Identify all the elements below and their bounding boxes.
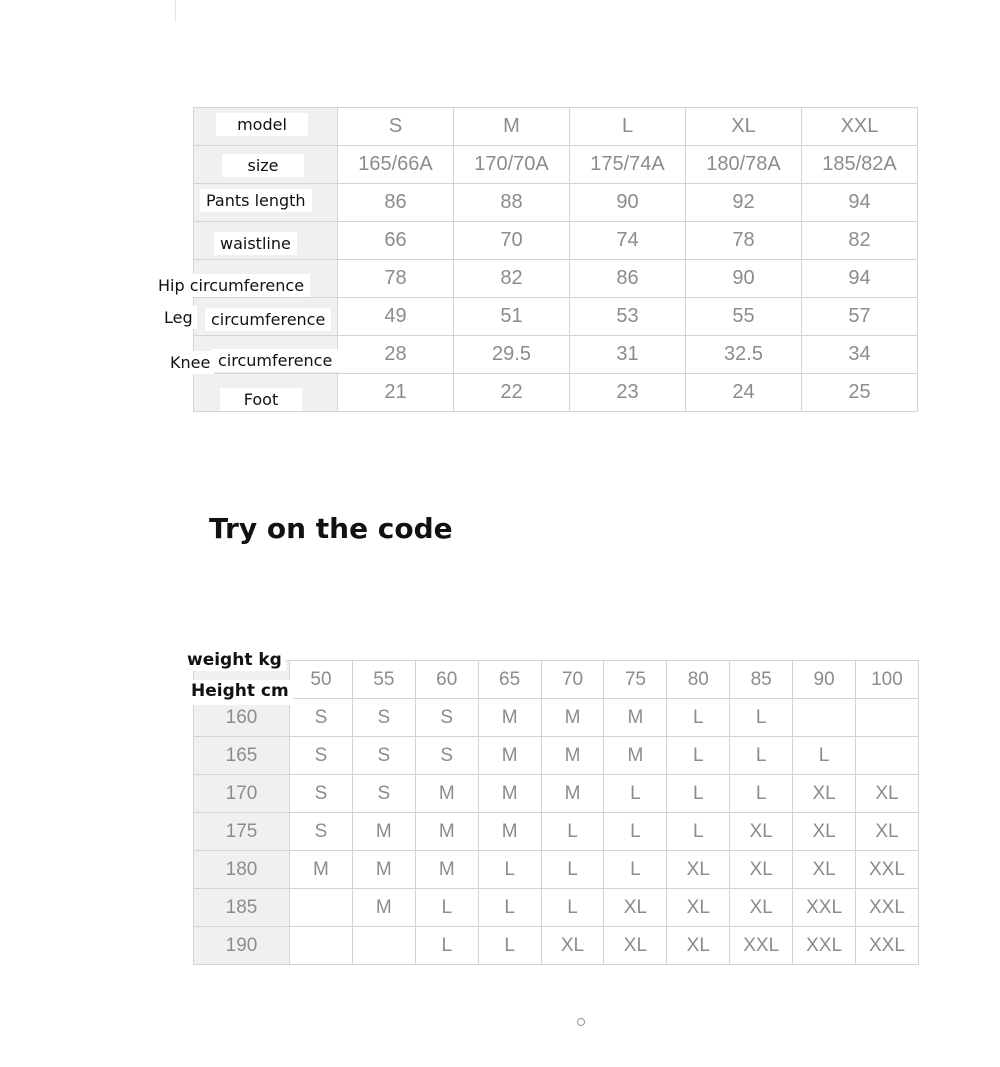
table-cell: XL bbox=[541, 927, 604, 965]
table-row bbox=[194, 222, 918, 260]
table-cell: S bbox=[290, 775, 353, 813]
table-cell: XL bbox=[604, 889, 667, 927]
table-cell: 90 bbox=[570, 184, 686, 222]
weight-header: 90 bbox=[793, 661, 856, 699]
table-cell: L bbox=[730, 775, 793, 813]
table-cell: S bbox=[352, 699, 415, 737]
table-cell: 92 bbox=[686, 184, 802, 222]
height-cell: 190 bbox=[194, 927, 290, 965]
table-row bbox=[194, 374, 918, 412]
table-cell: M bbox=[415, 813, 478, 851]
height-cell: 170 bbox=[194, 775, 290, 813]
table-cell: XL bbox=[856, 813, 919, 851]
row-label-hip-circumference: Hip circumference bbox=[152, 274, 310, 297]
table-cell: M bbox=[604, 699, 667, 737]
table-cell: 55 bbox=[686, 298, 802, 336]
table-cell: XL bbox=[730, 889, 793, 927]
table-cell: L bbox=[667, 813, 730, 851]
table-cell: 94 bbox=[802, 260, 918, 298]
section-heading: Try on the code bbox=[209, 512, 453, 545]
height-cell: 160 bbox=[194, 699, 290, 737]
table-cell: 86 bbox=[570, 260, 686, 298]
table-cell: 88 bbox=[454, 184, 570, 222]
table-cell: M bbox=[454, 108, 570, 146]
table-cell: M bbox=[478, 813, 541, 851]
weight-header: 60 bbox=[415, 661, 478, 699]
table-cell: XL bbox=[730, 813, 793, 851]
table-cell: 49 bbox=[338, 298, 454, 336]
table-cell: S bbox=[352, 775, 415, 813]
row-label-leg-circumference: circumference bbox=[205, 308, 331, 331]
weight-header: 70 bbox=[541, 661, 604, 699]
table-cell: L bbox=[604, 813, 667, 851]
table-cell: XXL bbox=[793, 889, 856, 927]
table-cell: 24 bbox=[686, 374, 802, 412]
table-cell: M bbox=[352, 813, 415, 851]
table-cell: 29.5 bbox=[454, 336, 570, 374]
table-cell: L bbox=[570, 108, 686, 146]
table-cell: M bbox=[478, 737, 541, 775]
weight-header: 55 bbox=[352, 661, 415, 699]
table-cell: 82 bbox=[802, 222, 918, 260]
row-label-waistline: waistline bbox=[214, 232, 297, 255]
table-cell: 31 bbox=[570, 336, 686, 374]
table-row bbox=[194, 737, 919, 775]
table-cell: XL bbox=[730, 851, 793, 889]
weight-axis-label: weight kg bbox=[183, 649, 286, 671]
table-cell: M bbox=[478, 699, 541, 737]
table-cell: XL bbox=[686, 108, 802, 146]
table-cell bbox=[290, 889, 353, 927]
height-cell: 180 bbox=[194, 851, 290, 889]
table-cell: M bbox=[478, 775, 541, 813]
table-cell: 25 bbox=[802, 374, 918, 412]
table-cell: L bbox=[478, 889, 541, 927]
table-cell: L bbox=[667, 737, 730, 775]
table-header-row bbox=[194, 661, 919, 699]
table-cell: L bbox=[541, 813, 604, 851]
table-row bbox=[194, 889, 919, 927]
table-cell: L bbox=[667, 699, 730, 737]
row-label-leg: Leg bbox=[160, 306, 197, 329]
table-cell: S bbox=[290, 699, 353, 737]
table-cell: 57 bbox=[802, 298, 918, 336]
table-cell: 34 bbox=[802, 336, 918, 374]
row-label-knee-circumference: circumference bbox=[212, 349, 338, 372]
table-cell: M bbox=[290, 851, 353, 889]
table-cell: 53 bbox=[570, 298, 686, 336]
table-cell: L bbox=[415, 927, 478, 965]
table-cell: 175/74A bbox=[570, 146, 686, 184]
table-cell: 32.5 bbox=[686, 336, 802, 374]
row-label-model: model bbox=[216, 113, 308, 136]
table-cell: XL bbox=[856, 775, 919, 813]
table-cell: M bbox=[541, 699, 604, 737]
table-cell: M bbox=[352, 889, 415, 927]
table-cell: 78 bbox=[686, 222, 802, 260]
table-cell: L bbox=[541, 889, 604, 927]
table-cell: S bbox=[290, 737, 353, 775]
table-cell: S bbox=[415, 737, 478, 775]
table-cell: 170/70A bbox=[454, 146, 570, 184]
table-cell: 86 bbox=[338, 184, 454, 222]
table-cell: XXL bbox=[856, 851, 919, 889]
table-cell: 28 bbox=[338, 336, 454, 374]
table-cell: XXL bbox=[856, 889, 919, 927]
table-row bbox=[194, 775, 919, 813]
table-cell: XL bbox=[604, 927, 667, 965]
table-cell: L bbox=[478, 927, 541, 965]
table-cell: XL bbox=[793, 851, 856, 889]
try-on-chart-table bbox=[193, 660, 919, 965]
table-cell: L bbox=[667, 775, 730, 813]
row-label-size: size bbox=[222, 154, 304, 177]
table-cell: 78 bbox=[338, 260, 454, 298]
table-cell: XL bbox=[667, 851, 730, 889]
table-cell bbox=[856, 699, 919, 737]
table-cell bbox=[856, 737, 919, 775]
table-cell: 21 bbox=[338, 374, 454, 412]
table-cell: L bbox=[415, 889, 478, 927]
table-cell: 23 bbox=[570, 374, 686, 412]
table-cell: L bbox=[793, 737, 856, 775]
table-cell: 51 bbox=[454, 298, 570, 336]
table-cell bbox=[793, 699, 856, 737]
table-cell: 185/82A bbox=[802, 146, 918, 184]
table-cell: L bbox=[541, 851, 604, 889]
weight-header: 75 bbox=[604, 661, 667, 699]
table-cell: S bbox=[290, 813, 353, 851]
table-cell: L bbox=[730, 699, 793, 737]
height-cell: 185 bbox=[194, 889, 290, 927]
table-cell: 82 bbox=[454, 260, 570, 298]
weight-header: 80 bbox=[667, 661, 730, 699]
table-cell: XL bbox=[667, 927, 730, 965]
table-cell: L bbox=[730, 737, 793, 775]
table-cell: 90 bbox=[686, 260, 802, 298]
table-cell: L bbox=[604, 851, 667, 889]
table-cell: S bbox=[338, 108, 454, 146]
table-cell: XXL bbox=[802, 108, 918, 146]
row-label-pants-length: Pants length bbox=[200, 189, 312, 212]
weight-header: 50 bbox=[290, 661, 353, 699]
circle-icon bbox=[577, 1018, 585, 1026]
table-cell: L bbox=[604, 775, 667, 813]
table-cell bbox=[352, 927, 415, 965]
table-cell bbox=[290, 927, 353, 965]
table-cell: 66 bbox=[338, 222, 454, 260]
table-cell: 74 bbox=[570, 222, 686, 260]
table-cell: M bbox=[415, 775, 478, 813]
table-cell: XXL bbox=[730, 927, 793, 965]
table-cell: XL bbox=[793, 813, 856, 851]
table-cell: S bbox=[415, 699, 478, 737]
table-cell: L bbox=[478, 851, 541, 889]
table-cell: M bbox=[415, 851, 478, 889]
row-label-knee: Knee bbox=[166, 351, 214, 374]
table-row bbox=[194, 813, 919, 851]
table-row bbox=[194, 927, 919, 965]
table-cell: XL bbox=[667, 889, 730, 927]
weight-header: 100 bbox=[856, 661, 919, 699]
height-axis-label: Height cm bbox=[187, 680, 293, 705]
height-cell: 165 bbox=[194, 737, 290, 775]
table-row bbox=[194, 699, 919, 737]
table-row bbox=[194, 851, 919, 889]
table-cell: M bbox=[541, 737, 604, 775]
table-cell: M bbox=[604, 737, 667, 775]
corner-mark bbox=[175, 0, 176, 22]
table-cell: XL bbox=[793, 775, 856, 813]
table-cell: M bbox=[352, 851, 415, 889]
height-cell: 175 bbox=[194, 813, 290, 851]
table-cell: 94 bbox=[802, 184, 918, 222]
table-cell: S bbox=[352, 737, 415, 775]
weight-header: 65 bbox=[478, 661, 541, 699]
table-cell: 22 bbox=[454, 374, 570, 412]
table-cell: 180/78A bbox=[686, 146, 802, 184]
table-cell: XXL bbox=[856, 927, 919, 965]
row-label-foot: Foot bbox=[220, 388, 302, 411]
weight-header: 85 bbox=[730, 661, 793, 699]
table-cell: M bbox=[541, 775, 604, 813]
table-cell: 165/66A bbox=[338, 146, 454, 184]
table-cell: XXL bbox=[793, 927, 856, 965]
table-cell: 70 bbox=[454, 222, 570, 260]
